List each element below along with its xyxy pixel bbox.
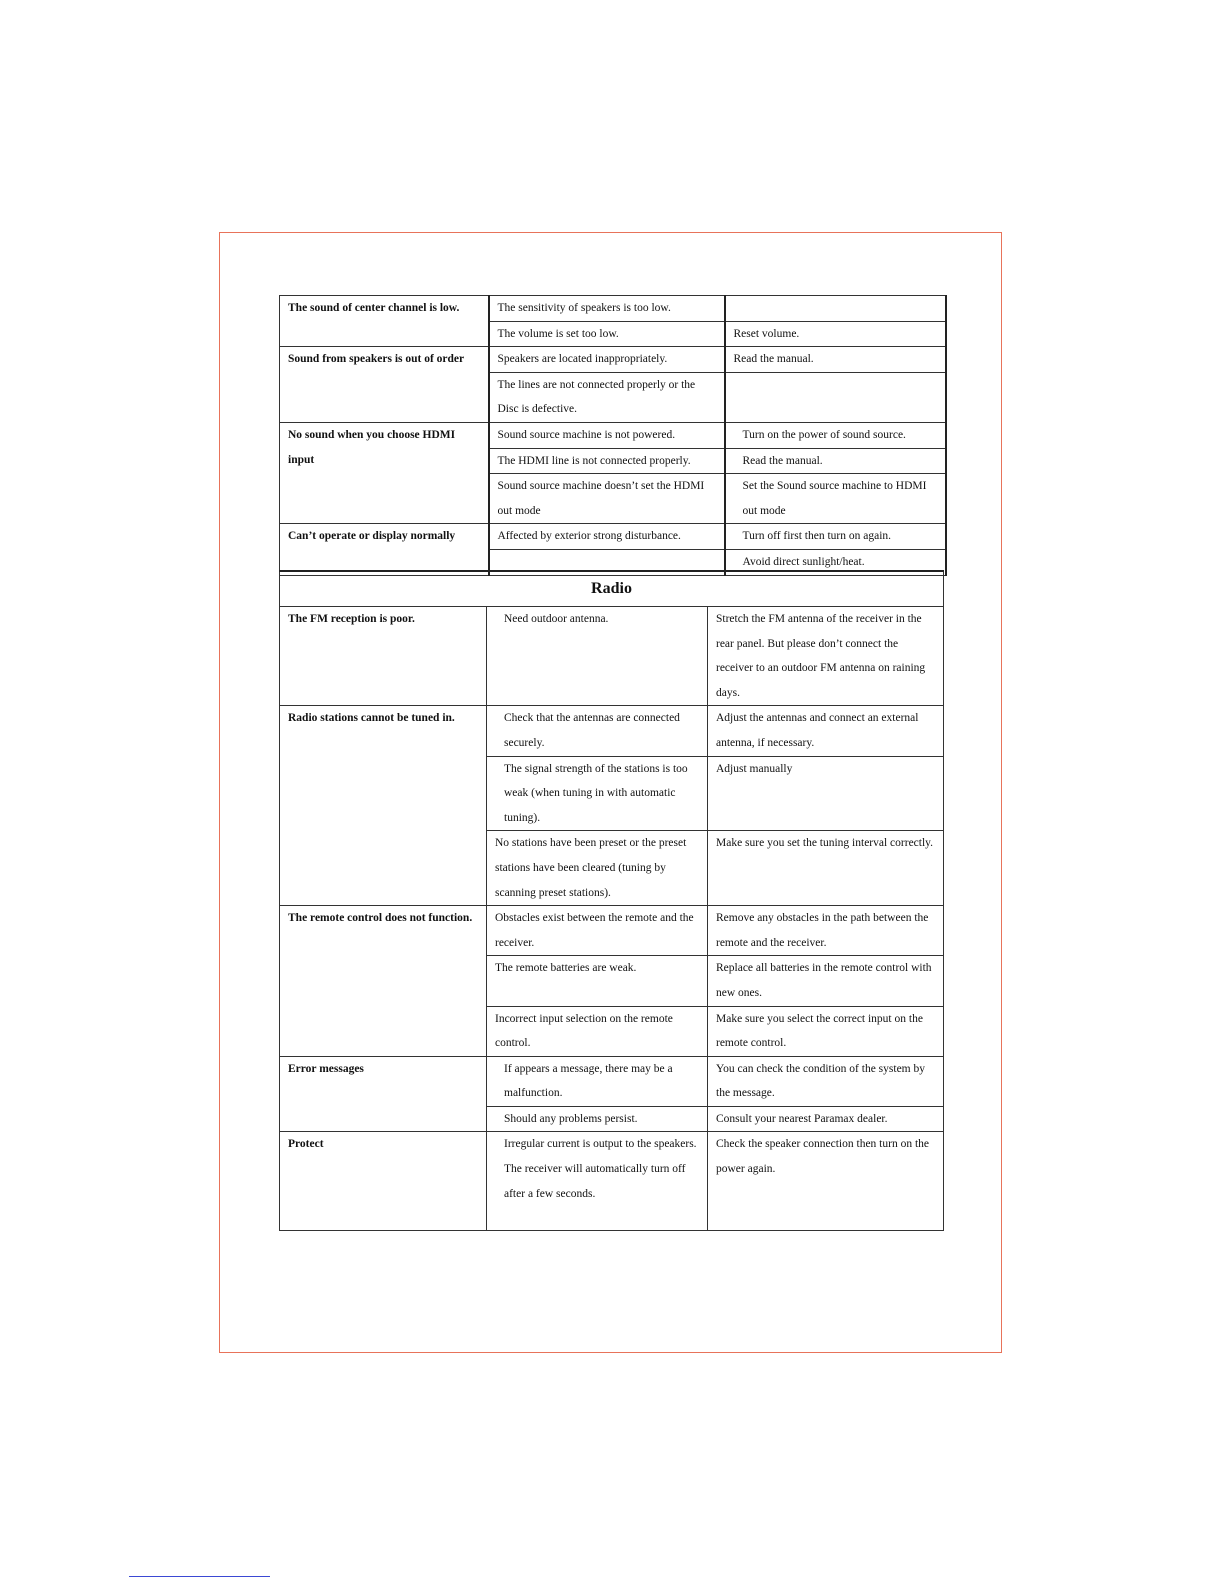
issue-cell: The remote control does not function. [280,906,487,1057]
cause-cell: Sound source machine doesn’t set the HDMI out mode [489,474,725,524]
solution-cell: Avoid direct sunlight/heat. [725,549,946,575]
cause-cell: Should any problems persist. [487,1106,708,1132]
troubleshooting-table-radio [279,570,944,1231]
cause-cell: Speakers are located inappropriately. [489,347,725,373]
table-row [280,296,946,322]
cause-cell: Sound source machine is not powered. [489,422,725,448]
cause-cell: If appears a message, there may be a malfunction. [487,1056,708,1106]
cause-cell: No stations have been preset or the preset stations have been cleared (tuning by scanning preset stations). [487,831,708,906]
solution-cell [725,372,946,422]
issue-cell: The FM reception is poor. [280,607,487,706]
table-row [280,706,944,756]
table-row [280,906,944,956]
troubleshooting-table-general [279,295,947,576]
solution-cell: Consult your nearest Paramax dealer. [708,1106,944,1132]
cause-cell: The HDMI line is not connected properly. [489,448,725,474]
solution-cell: Set the Sound source machine to HDMI out mode [725,474,946,524]
cause-cell: Obstacles exist between the remote and the receiver. [487,906,708,956]
issue-cell: Protect [280,1132,487,1231]
solution-cell: You can check the condition of the system by the message. [708,1056,944,1106]
cause-cell: The sensitivity of speakers is too low. [489,296,725,322]
cause-cell: The remote batteries are weak. [487,956,708,1006]
solution-cell: Turn on the power of sound source. [725,422,946,448]
cause-cell: Need outdoor antenna. [487,607,708,706]
solution-cell: Adjust manually [708,756,944,831]
issue-cell: Can’t operate or display normally [280,524,489,575]
section-header-row [280,571,944,607]
solution-cell: Reset volume. [725,321,946,347]
table-row [280,1056,944,1106]
solution-cell: Remove any obstacles in the path between the remote and the receiver. [708,906,944,956]
cause-cell: Incorrect input selection on the remote control. [487,1006,708,1056]
table-row [280,1132,944,1231]
solution-cell: Make sure you set the tuning interval correctly. [708,831,944,906]
solution-cell [725,296,946,322]
cause-cell: Irregular current is output to the speakers. The receiver will automatically turn off after a few seconds. [487,1132,708,1231]
table-row [280,607,944,706]
solution-cell: Replace all batteries in the remote control with new ones. [708,956,944,1006]
solution-cell: Read the manual. [725,347,946,373]
solution-cell: Turn off first then turn on again. [725,524,946,550]
solution-cell: Adjust the antennas and connect an external antenna, if necessary. [708,706,944,756]
issue-cell: Sound from speakers is out of order [280,347,489,423]
section-title-radio: Radio [280,571,944,607]
issue-cell: Error messages [280,1056,487,1132]
cause-cell: The volume is set too low. [489,321,725,347]
solution-cell: Make sure you select the correct input on the remote control. [708,1006,944,1056]
table-row [280,347,946,373]
cause-cell: Affected by exterior strong disturbance. [489,524,725,550]
table-row [280,422,946,448]
solution-cell: Read the manual. [725,448,946,474]
cause-cell: Check that the antennas are connected securely. [487,706,708,756]
issue-cell: The sound of center channel is low. [280,296,489,347]
table-row [280,524,946,550]
footer-rule [129,1576,270,1577]
cause-cell: The signal strength of the stations is too weak (when tuning in with automatic tuning). [487,756,708,831]
solution-cell: Stretch the FM antenna of the receiver in the rear panel. But please don’t connect the receiver to an outdoor FM antenna on raining days. [708,607,944,706]
issue-cell: No sound when you choose HDMI input [280,422,489,523]
cause-cell: The lines are not connected properly or the Disc is defective. [489,372,725,422]
issue-cell: Radio stations cannot be tuned in. [280,706,487,906]
solution-cell: Check the speaker connection then turn on the power again. [708,1132,944,1231]
